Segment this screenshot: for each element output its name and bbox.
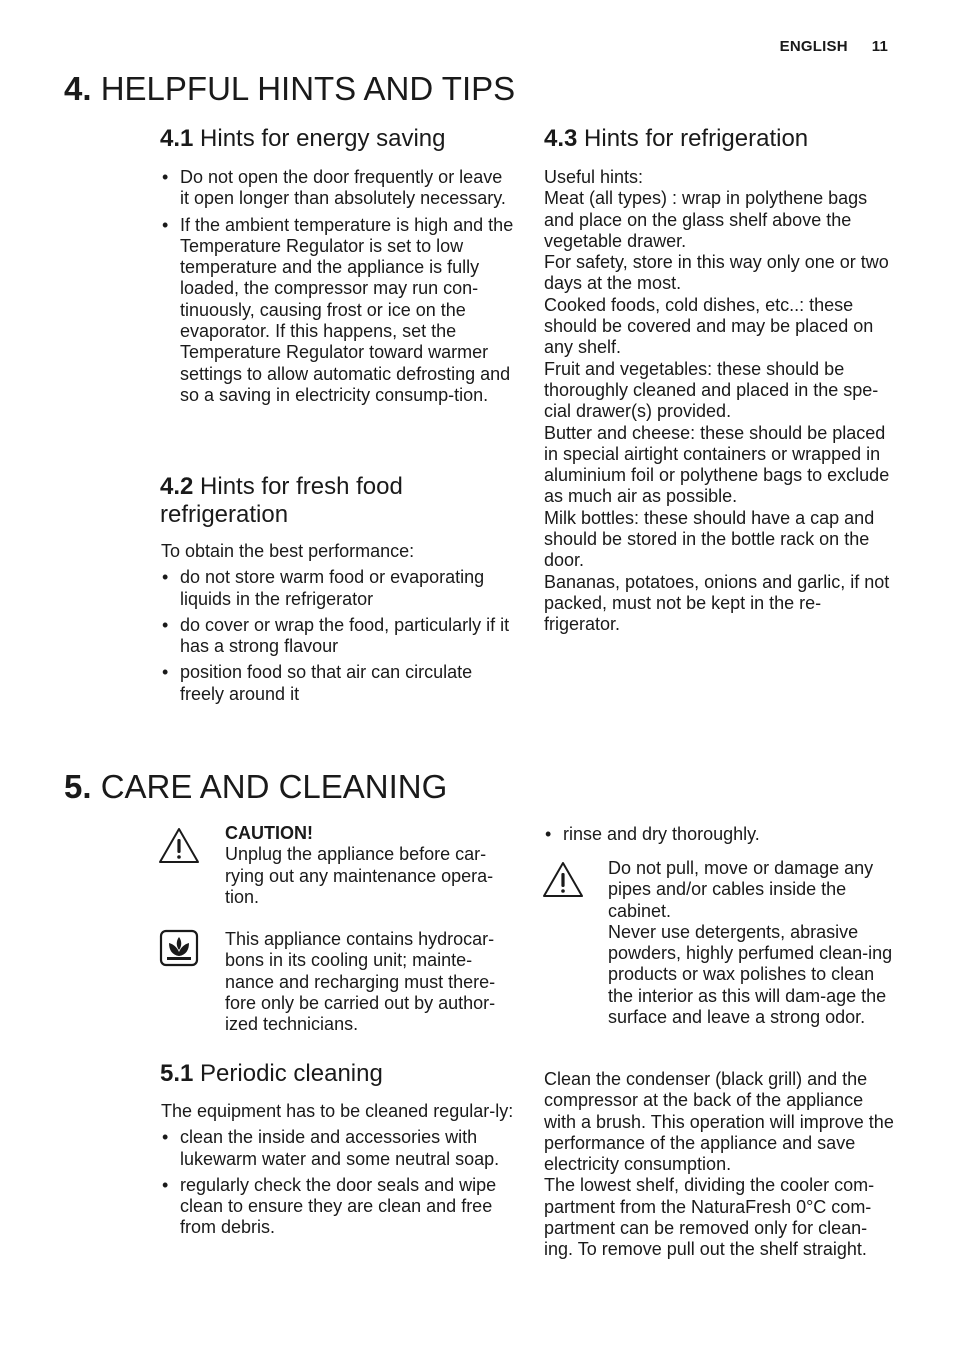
warning-note: [608, 858, 898, 1028]
caution-note: [225, 823, 515, 908]
section-5-1-number: 5.1: [160, 1060, 194, 1087]
page-header: [780, 38, 888, 55]
paragraph: Bananas, potatoes, onions and garlic, if not packed, must not be kept in the re-frigerator.: [544, 571, 890, 635]
caution-label: CAUTION!: [225, 823, 313, 843]
periodic-cleaning-list: [161, 1127, 514, 1238]
rinse-list: [544, 824, 896, 845]
right-bullet-block: [544, 824, 896, 850]
section-4-1-body: [161, 167, 514, 411]
section-4-3-title: Hints for refrigeration: [584, 125, 809, 152]
condenser-cleaning-text: [544, 1069, 896, 1261]
warning-text: Never use detergents, abrasive powders, highly perfumed clean-ing products or wax polishes to clean the interior as this will dam-age the surface and leave a strong odor.: [608, 921, 893, 1028]
section-4-1-number: 4.1: [160, 125, 194, 152]
section-4-2-number: 4.2: [160, 473, 194, 500]
section-5-1-heading: [160, 1060, 520, 1088]
paragraph: Butter and cheese: these should be placed in special airtight containers or wrapped in aluminium foil or polythene bags to exclude as much air as possible.: [544, 422, 890, 507]
list-item: • position food so that air can circulate freely around it: [161, 662, 514, 705]
section-4-1-heading: [160, 125, 520, 153]
page-number: 11: [871, 38, 888, 55]
section-4-2-title: Hints for fresh food refrigeration: [160, 473, 403, 528]
section-4-3-number: 4.3: [544, 125, 578, 152]
list-item: • rinse and dry thoroughly.: [544, 824, 896, 845]
paragraph: The lowest shelf, dividing the cooler com-partment from the NaturaFresh 0°C com-partment can be removed only for clean-ing. To remove pull out the shelf straight.: [544, 1175, 875, 1260]
paragraph: Useful hints:: [544, 167, 644, 187]
chapter-5-title: CARE AND CLEANING: [100, 768, 448, 805]
list-item: • do not store warm food or evaporating liquids in the refrigerator: [161, 567, 514, 610]
section-4-3-heading: [544, 125, 904, 153]
chapter-5-heading: [64, 768, 447, 806]
fresh-food-list: [161, 567, 514, 705]
energy-hints-list: [161, 167, 514, 406]
list-item: • regularly check the door seals and wipe clean to ensure they are clean and free from debris.: [161, 1175, 514, 1239]
paragraph: For safety, store in this way only one or two days at the most.: [544, 252, 889, 294]
list-item: • do cover or wrap the food, particularly if it has a strong flavour: [161, 615, 514, 658]
section-4-2-intro: To obtain the best performance:: [161, 541, 415, 561]
paragraph: Milk bottles: these should have a cap and should be stored in the bottle rack on the door.: [544, 507, 875, 571]
warning-triangle-icon: [158, 826, 200, 866]
section-4-1-title: Hints for energy saving: [200, 125, 446, 152]
list-item: • If the ambient temperature is high and the Temperature Regulator is set to low temperature and the appliance is fully loaded, the compressor may run con-tinuously, causing frost or ice on the evaporator. If this happens, set the Temperature Regulator toward warmer settings to allow automatic defrosting and so a saving in electricity consump-tion.: [161, 215, 514, 407]
section-5-1-body: [161, 1101, 514, 1244]
warning-text: Do not pull, move or damage any pipes and/or cables inside the cabinet.: [608, 858, 874, 921]
section-4-2-body: [161, 541, 514, 710]
section-4-3-body: [544, 167, 896, 636]
caution-text: Unplug the appliance before car-rying out any maintenance opera-tion.: [225, 844, 494, 907]
paragraph: Clean the condenser (black grill) and the compressor at the back of the appliance with a brush. This operation will improve the performance of the appliance and save electricity consumption.: [544, 1069, 894, 1175]
hydrocarbon-text: This appliance contains hydrocar-bons in its cooling unit; mainte-nance and recharging must there-fore only be carried out by author-ized technicians.: [225, 929, 496, 1035]
hydrocarbon-note: [225, 929, 515, 1035]
chapter-5-number: 5.: [64, 768, 92, 805]
section-5-1-title: Periodic cleaning: [200, 1060, 383, 1087]
list-item: • Do not open the door frequently or leave it open longer than absolutely necessary.: [161, 167, 514, 210]
list-item: • clean the inside and accessories with lukewarm water and some neutral soap.: [161, 1127, 514, 1170]
chapter-4-title: HELPFUL HINTS AND TIPS: [100, 70, 516, 107]
paragraph: Fruit and vegetables: these should be thoroughly cleaned and placed in the spe-cial drawer(s) provided.: [544, 358, 879, 422]
environment-icon: [158, 928, 200, 968]
section-5-1-intro: The equipment has to be cleaned regular-ly:: [161, 1101, 514, 1121]
paragraph: Cooked foods, cold dishes, etc..: these should be covered and may be placed on any shelf.: [544, 294, 874, 358]
section-4-2-heading: [160, 473, 480, 529]
paragraph: Meat (all types) : wrap in polythene bags and place on the glass shelf above the vegetable drawer.: [544, 188, 868, 251]
header-language: ENGLISH: [779, 38, 848, 55]
warning-triangle-icon: [542, 860, 584, 900]
chapter-4-heading: [64, 70, 515, 108]
chapter-4-number: 4.: [64, 70, 92, 107]
